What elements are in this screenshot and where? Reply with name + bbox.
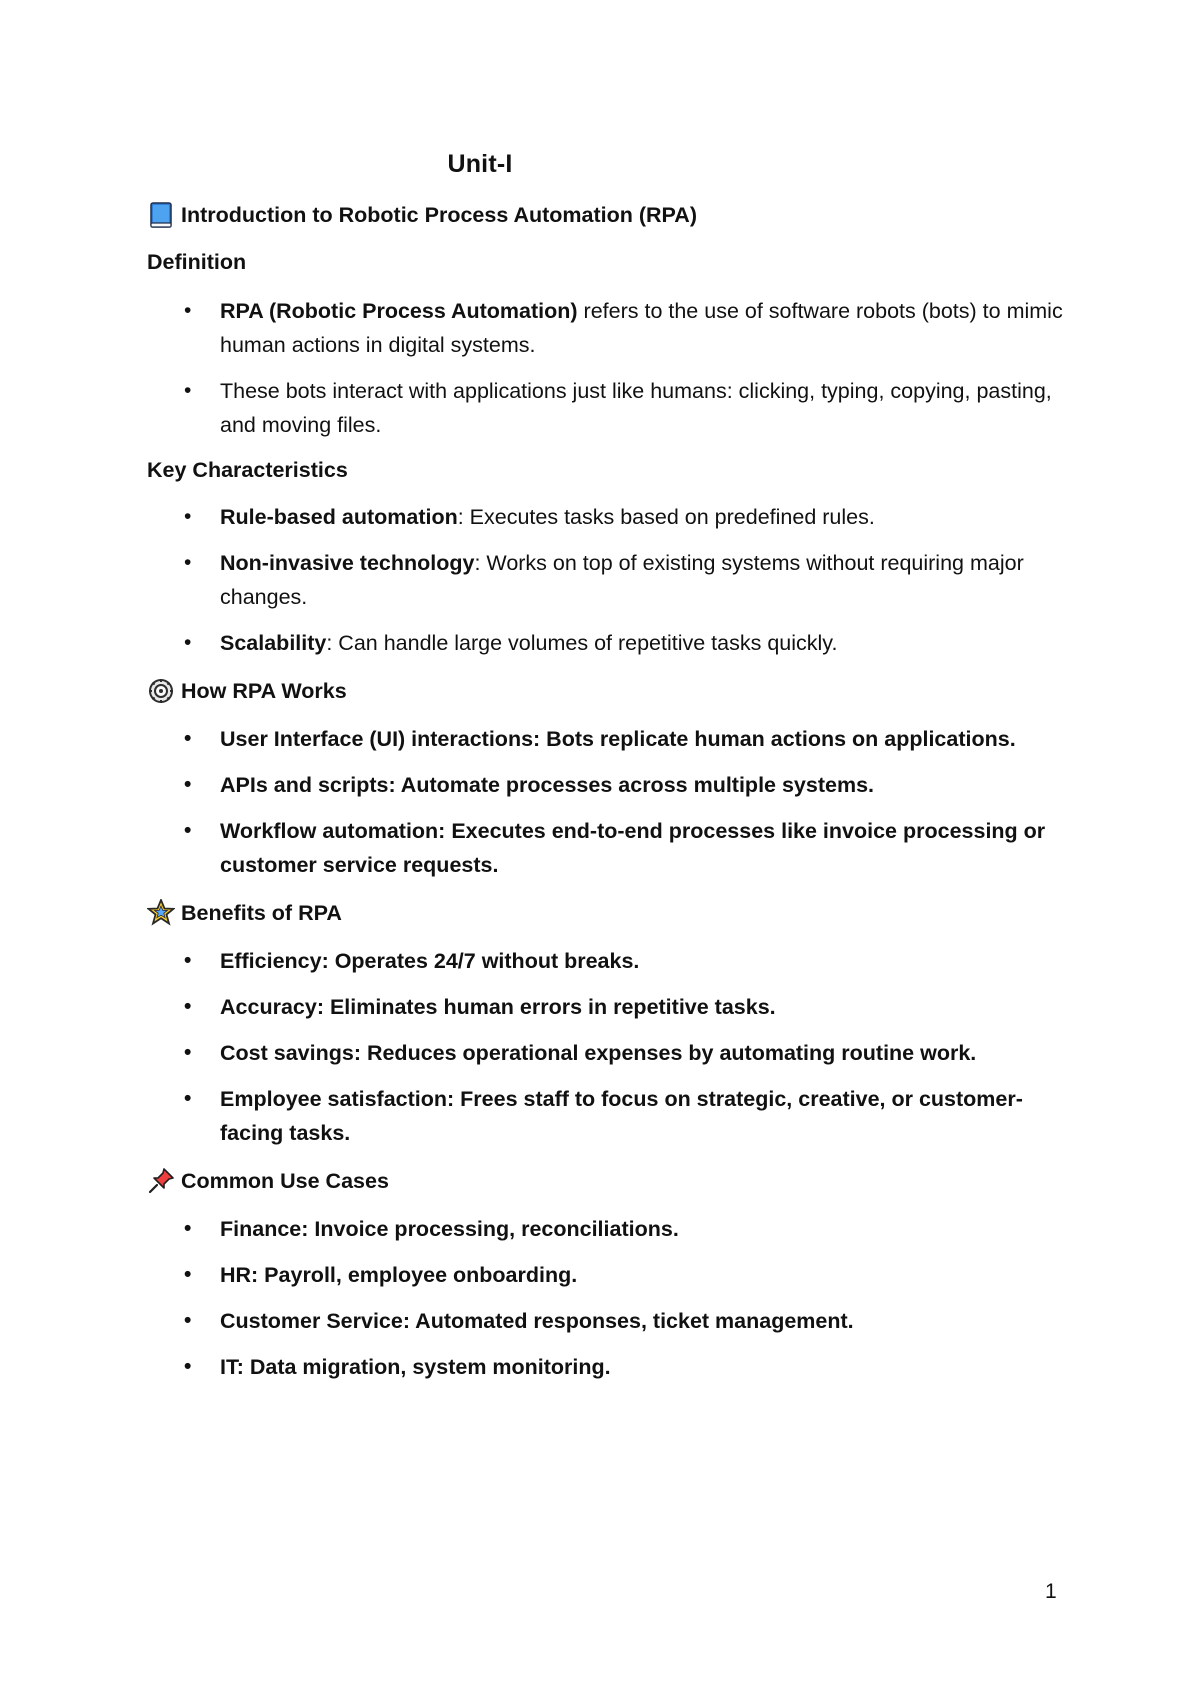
list-item: • Employee satisfaction: Frees staff to focus on strategic, creative, or customer-facing tasks. [147, 1082, 1067, 1150]
list-item: • Cost savings: Reduces operational expenses by automating routine work. [147, 1036, 1067, 1070]
blue-book-icon [147, 201, 175, 229]
section-heading-benefits [147, 898, 1067, 928]
pushpin-icon [147, 1167, 175, 1195]
list-item-text: refers to the use of software robots (bots) to mimic human actions in digital systems. [220, 299, 1063, 357]
list-item: • Accuracy: Eliminates human errors in repetitive tasks. [147, 990, 1067, 1024]
document-content [147, 200, 1067, 1384]
list-item-text: : Works on top of existing systems without requiring major changes. [220, 551, 1024, 609]
gear-icon [147, 677, 175, 705]
list-item: • User Interface (UI) interactions: Bots replicate human actions on applications. [147, 722, 1067, 756]
list-item-text: These bots interact with applications just like humans: clicking, typing, copying, pasting, and moving files. [220, 379, 1052, 437]
list-item-lead: RPA (Robotic Process Automation) [220, 299, 578, 323]
section-heading-text: Common Use Cases [181, 1169, 389, 1193]
list-item [147, 374, 1067, 442]
list-item: • IT: Data migration, system monitoring. [147, 1350, 1067, 1384]
list-item-lead: Scalability [220, 631, 327, 655]
list-item [147, 626, 1067, 660]
how-rpa-works-list [147, 722, 1067, 882]
list-item: • HR: Payroll, employee onboarding. [147, 1258, 1067, 1292]
list-item: • Finance: Invoice processing, reconciliations. [147, 1212, 1067, 1246]
list-item: • APIs and scripts: Automate processes across multiple systems. [147, 768, 1067, 802]
list-item: • Customer Service: Automated responses, ticket management. [147, 1304, 1067, 1338]
list-item-text: : Can handle large volumes of repetitive tasks quickly. [326, 631, 838, 655]
key-characteristics-heading: Key Characteristics [147, 458, 348, 482]
section-heading-text: Benefits of RPA [181, 901, 342, 925]
list-item-lead: Non-invasive technology [220, 551, 475, 575]
list-item: • Workflow automation: Executes end-to-end processes like invoice processing or customer service requests. [147, 814, 1067, 882]
page-number: 1 [1045, 1580, 1057, 1603]
section-heading-introduction [147, 200, 1067, 230]
section-heading-text: Introduction to Robotic Process Automation (RPA) [181, 203, 697, 227]
list-item-text: : Executes tasks based on predefined rules. [457, 505, 875, 529]
definition-list [147, 294, 1067, 442]
star-icon [147, 899, 175, 927]
document-title: Unit-I [447, 150, 513, 178]
section-heading-common-use-cases [147, 1166, 1067, 1196]
list-item: • Efficiency: Operates 24/7 without breaks. [147, 944, 1067, 978]
list-item [147, 500, 1067, 534]
list-item-lead: Rule-based automation [220, 505, 458, 529]
list-item [147, 294, 1067, 362]
benefits-list [147, 944, 1067, 1150]
definition-heading: Definition [147, 250, 247, 274]
section-heading-text: How RPA Works [181, 679, 347, 703]
section-heading-how-rpa-works [147, 676, 1067, 706]
list-item [147, 546, 1067, 614]
use-cases-list [147, 1212, 1067, 1384]
characteristics-list [147, 500, 1067, 660]
